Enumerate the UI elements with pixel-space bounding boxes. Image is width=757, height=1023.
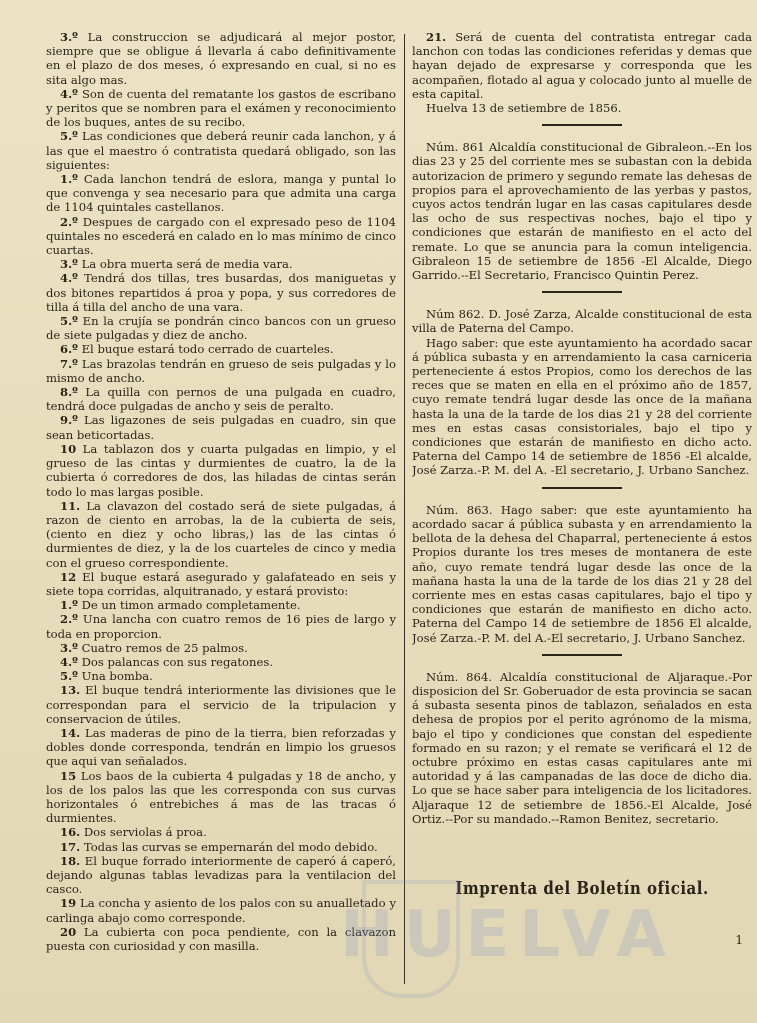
condition-paragraph: 6.º El buque estará todo cerrado de cuarteles. — [60, 342, 334, 357]
condition-paragraph: 4.º Dos palancas con sus regatones. — [60, 654, 273, 669]
condition-paragraph: 10 La tablazon dos y cuarta pulgadas en limpio, y el grueso de las cintas y durmientes de cuatro, la de la cubierta ó corredores de dos, las hiladas de cintas serán todo lo mas largas posible. — [46, 441, 396, 499]
printer-imprint: Imprenta del Boletín oficial. — [455, 877, 709, 899]
condition-paragraph: 11. La clavazon del costado será de siete pulgadas, á razon de ciento en arrobas, la de la cubierta de seis, (ciento en diez y ocho libras,) las de las cintas ó durmientes de diez, y la de los cuarteles de cinco y media con el grueso correspondiente. — [46, 498, 396, 570]
condition-paragraph: 1.º Cada lanchon tendrá de eslora, manga y puntal lo que convenga y sea necesario para que admita una carga de 1104 quintales castellanos. — [46, 172, 396, 215]
condition-paragraph: 15 Los baos de la cubierta 4 pulgadas y 18 de ancho, y los de los palos las que les corresponda con sus curvas horizontales ó entrebiches á mas de las tracas ó durmientes. — [46, 768, 396, 826]
condition-paragraph: 5.º Una bomba. — [60, 669, 153, 684]
condition-paragraph: 21. Será de cuenta del contratista entregar cada lanchon con todas las condiciones referidas y demas que hayan dejado de expresarse y corresponda que les acompañen, flotado al agua y colocado junto al muelle de esta capital. — [412, 30, 752, 101]
notice-861: Núm. 861 Alcaldía constitucional de Gibraleon.--En los dias 23 y 25 del corriente mes se subastan con la debida autorizacion de primero y segundo remate las dehesas de propios para el aprovechamiento de las yerbas y pastos, cuyos actos tendrán lugar en las casas capitulares desde las ocho de sus respectivas noches, bajo el tipo y condiciones que estarán de manifiesto en el acto del remate. Lo que se anuncia para la comun inteligencia. Gibraleon 15 de setiembre de 1856 -El Alcalde, Diego Garrido.--El Secretario, Francisco Quintin Perez. — [412, 140, 752, 283]
condition-paragraph: 1.º De un timon armado completamente. — [60, 598, 301, 613]
condition-paragraph: 8.º La quilla con pernos de una pulgada en cuadro, tendrá doce pulgadas de ancho y seis de peralto. — [46, 385, 396, 414]
notice-863: Núm. 863. Hago saber: que este ayuntamiento ha acordado sacar á pública subasta y en arrendamiento la bellota de la dehesa del Chaparral, perteneciente á estos Propios durante los tres meses de montanera de este año, cuyo remate tendrá lugar desde las once de la mañana hasta la una de la tarde de los dias 21 y 28 del corriente mes en estas casas capitulares, bajo el tipo y condiciones que estarán de manifiesto en dicho acto. Paterna del Campo 14 de setiembre de 1856 El alcalde, José Zarza.-P. M. del A.-El secretario, J. Urbano Sanchez. — [412, 502, 752, 645]
right-column — [412, 30, 752, 953]
condition-paragraph: 16. Dos serviolas á proa. — [60, 825, 207, 840]
condition-paragraph: 3.º La construccion se adjudicará al mejor postor, siempre que se obligue á llevarla á cabo definitivamente en el plazo de dos meses, ó expresando en cual, si no es sita algo mas. — [46, 30, 396, 87]
condition-paragraph: 9.º Las ligazones de seis pulgadas en cuadro, sin que sean beticortadas. — [46, 413, 396, 442]
condition-paragraph: 19 La concha y asiento de los palos con su anualletado y carlinga abajo como corresponde. — [46, 896, 396, 925]
watermark: HUELVA — [340, 898, 676, 972]
condition-paragraph: 14. Las maderas de pino de la tierra, bien reforzadas y dobles donde corresponda, tendrán en limpio los gruesos que aqui van señalados. — [46, 725, 396, 769]
condition-paragraph: 2.º Una lancha con cuatro remos de 16 pies de largo y toda en proporcion. — [46, 612, 396, 641]
section-separator — [542, 487, 622, 489]
notice-862-heading: Núm 862. D. José Zarza, Alcalde constitucional de esta villa de Paterna del Campo. — [412, 307, 752, 336]
corner-mark: 1 — [735, 933, 743, 947]
left-column — [46, 30, 396, 953]
condition-paragraph: 4.º Son de cuenta del rematante los gastos de escribano y peritos que se nombren para el exámen y reconocimiento de los buques, antes de su recibo. — [46, 86, 396, 130]
condition-paragraph: 5.º En la crujía se pondrán cinco bancos con un grueso de siete pulgadas y diez de ancho. — [46, 314, 396, 343]
condition-paragraph: 13. El buque tendrá interiormente las divisiones que le correspondan para el servicio de la tripulacion y conservacion de útiles. — [46, 683, 396, 726]
condition-paragraph: 5.º Las condiciones que deberá reunir cada lanchon, y á las que el maestro ó contratista quedará obligado, son las siguientes: — [46, 129, 396, 172]
column-divider — [404, 34, 405, 984]
condition-paragraph: 17. Todas las curvas se empernarán del modo debido. — [60, 839, 378, 854]
dateline: Huelva 13 de setiembre de 1856. — [426, 101, 622, 116]
notice-864: Núm. 864. Alcaldía constitucional de Aljaraque.-Por disposicion del Sr. Goberuador de esta provincia se sacan á subasta sesenta pinos de tablazon, señalados en esta dehesa de propios por el perito agrónomo de la misma, bajo el tipo y condiciones que constan del espediente formado en su razon; y el remate se verificará el 12 de octubre próximo en estas casas capitulares ante mi autoridad y á las campanadas de las doce de dicho dia. Lo que se hace saber para inteligencia de los licitadores. Aljaraque 12 de setiembre de 1856.-El Alcalde, José Ortiz.--Por su mandado.--Ramon Benitez, secretario. — [412, 669, 752, 826]
condition-paragraph: 20 La cubierta con poca pendiente, con la clavazon puesta con curiosidad y con masilla. — [46, 924, 396, 953]
condition-paragraph: 18. El buque forrado interiormente de caperó á caperó, dejando algunas tablas levadizas para la ventilacion del casco. — [46, 853, 396, 897]
condition-paragraph: 3.º La obra muerta será de media vara. — [60, 257, 293, 272]
condition-paragraph: 2.º Despues de cargado con el expresado peso de 1104 quintales no escederá en calado en lo mas mínimo de cinco cuartas. — [46, 214, 396, 258]
condition-paragraph: 12 El buque estará asegurado y galafateado en seis y siete topa corridas, alquitranado, y estará provisto: — [46, 569, 396, 598]
section-separator — [542, 654, 622, 656]
condition-paragraph: 7.º Las brazolas tendrán en grueso de seis pulgadas y lo mismo de ancho. — [46, 356, 396, 385]
section-separator — [542, 291, 622, 293]
condition-paragraph: 4.º Tendrá dos tillas, tres busardas, dos maniguetas y dos bitones repartidos á proa y popa, y sus corredores de tilla á tilla del ancho de una vara. — [46, 271, 396, 314]
condition-paragraph: 3.º Cuatro remos de 25 palmos. — [60, 640, 248, 655]
notice-862-body: Hago saber: que este ayuntamiento ha acordado sacar á pública subasta y en arrendamiento la casa carniceria perteneciente á estos Propios, como los derechos de las reces que se maten en ella en el próximo año de 1857, cuyo remate tendrá lugar desde las once de la mañana hasta la una de la tarde de los dias 21 y 28 del corriente mes en estas casas consistoriales, bajo el tipo y condiciones que estarán de manifiesto en dicho acto. Paterna del Campo 14 de setiembre de 1856 -El alcalde, José Zarza.-P. M. del A. -El secretario, J. Urbano Sanchez. — [412, 335, 752, 478]
section-separator — [542, 124, 622, 126]
